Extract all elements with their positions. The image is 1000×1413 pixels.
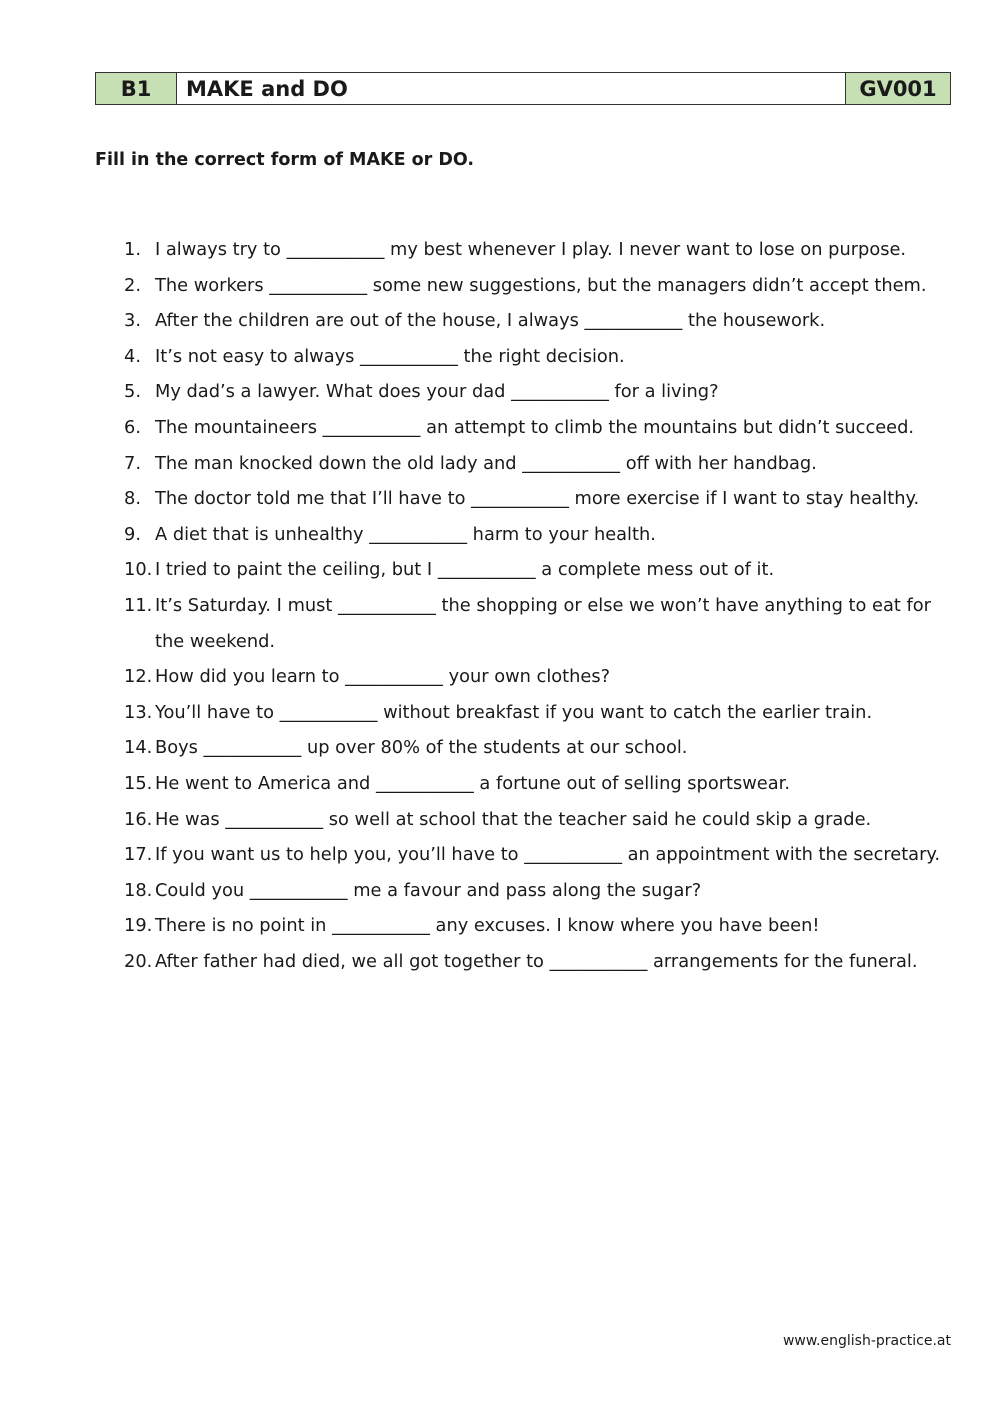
item-sentence: You’ll have to ___________ without breakfast if you want to catch the earlier train. [155, 701, 873, 723]
exercise-item [124, 695, 954, 731]
item-number: 13. [124, 701, 153, 723]
item-number: 2. [124, 274, 141, 296]
item-sentence: Boys ___________ up over 80% of the students at our school. [155, 737, 688, 759]
item-number: 6. [124, 416, 141, 438]
exercise-item [124, 303, 954, 339]
exercise-item [124, 481, 954, 517]
item-sentence: After the children are out of the house, I always ___________ the housework. [155, 310, 826, 332]
exercise-item [124, 268, 954, 304]
exercise-item [124, 908, 954, 944]
item-sentence: He was ___________ so well at school that the teacher said he could skip a grade. [155, 808, 872, 830]
exercise-item [124, 873, 954, 909]
worksheet-code: GV001 [846, 73, 950, 104]
exercise-item [124, 339, 954, 375]
exercise-item [124, 837, 954, 873]
item-number: 4. [124, 345, 141, 367]
item-sentence: It’s Saturday. I must ___________ the shopping or else we won’t have anything to eat for the weekend. [155, 594, 931, 652]
item-sentence: The mountaineers ___________ an attempt to climb the mountains but didn’t succeed. [155, 416, 915, 438]
exercise-item [124, 944, 954, 980]
item-number: 11. [124, 594, 153, 616]
item-sentence: How did you learn to ___________ your own clothes? [155, 666, 611, 688]
exercise-list [124, 232, 954, 979]
item-number: 18. [124, 879, 153, 901]
item-number: 8. [124, 488, 141, 510]
item-number: 12. [124, 666, 153, 688]
item-number: 15. [124, 772, 153, 794]
item-number: 10. [124, 559, 153, 581]
footer-url[interactable]: www.english-practice.at [782, 1333, 951, 1349]
exercise-item [124, 659, 954, 695]
item-sentence: My dad’s a lawyer. What does your dad ___________ for a living? [155, 381, 719, 403]
instructions: Fill in the correct form of MAKE or DO. [95, 150, 475, 170]
item-sentence: Could you ___________ me a favour and pass along the sugar? [155, 879, 702, 901]
item-number: 17. [124, 844, 153, 866]
exercise-item [124, 588, 954, 659]
item-number: 14. [124, 737, 153, 759]
item-sentence: A diet that is unhealthy ___________ harm to your health. [155, 523, 656, 545]
item-number: 9. [124, 523, 141, 545]
level-badge: B1 [96, 73, 177, 104]
item-number: 7. [124, 452, 141, 474]
exercise-item [124, 552, 954, 588]
exercise-item [124, 232, 954, 268]
item-number: 19. [124, 915, 153, 937]
worksheet-header [95, 72, 951, 105]
exercise-item [124, 374, 954, 410]
exercise-item [124, 410, 954, 446]
item-sentence: I tried to paint the ceiling, but I ___________ a complete mess out of it. [155, 559, 775, 581]
exercise-item [124, 517, 954, 553]
exercise-item [124, 730, 954, 766]
item-number: 5. [124, 381, 141, 403]
item-sentence: If you want us to help you, you’ll have to ___________ an appointment with the secretary. [155, 844, 941, 866]
item-sentence: After father had died, we all got together to ___________ arrangements for the funeral. [155, 950, 918, 972]
exercise-item [124, 802, 954, 838]
item-sentence: The doctor told me that I’ll have to ___________ more exercise if I want to stay healthy. [155, 488, 920, 510]
item-sentence: The workers ___________ some new suggestions, but the managers didn’t accept them. [155, 274, 927, 296]
item-sentence: He went to America and ___________ a fortune out of selling sportswear. [155, 772, 790, 794]
item-number: 3. [124, 310, 141, 332]
exercise-item [124, 766, 954, 802]
item-sentence: It’s not easy to always ___________ the right decision. [155, 345, 625, 367]
worksheet-title: MAKE and DO [177, 73, 846, 104]
exercise-item [124, 446, 954, 482]
item-sentence: There is no point in ___________ any excuses. I know where you have been! [155, 915, 820, 937]
item-number: 16. [124, 808, 153, 830]
item-sentence: The man knocked down the old lady and ___________ off with her handbag. [155, 452, 817, 474]
item-number: 1. [124, 239, 141, 260]
item-sentence: I always try to ___________ my best whenever I play. I never want to lose on purpose. [155, 239, 907, 260]
item-number: 20. [124, 950, 153, 972]
